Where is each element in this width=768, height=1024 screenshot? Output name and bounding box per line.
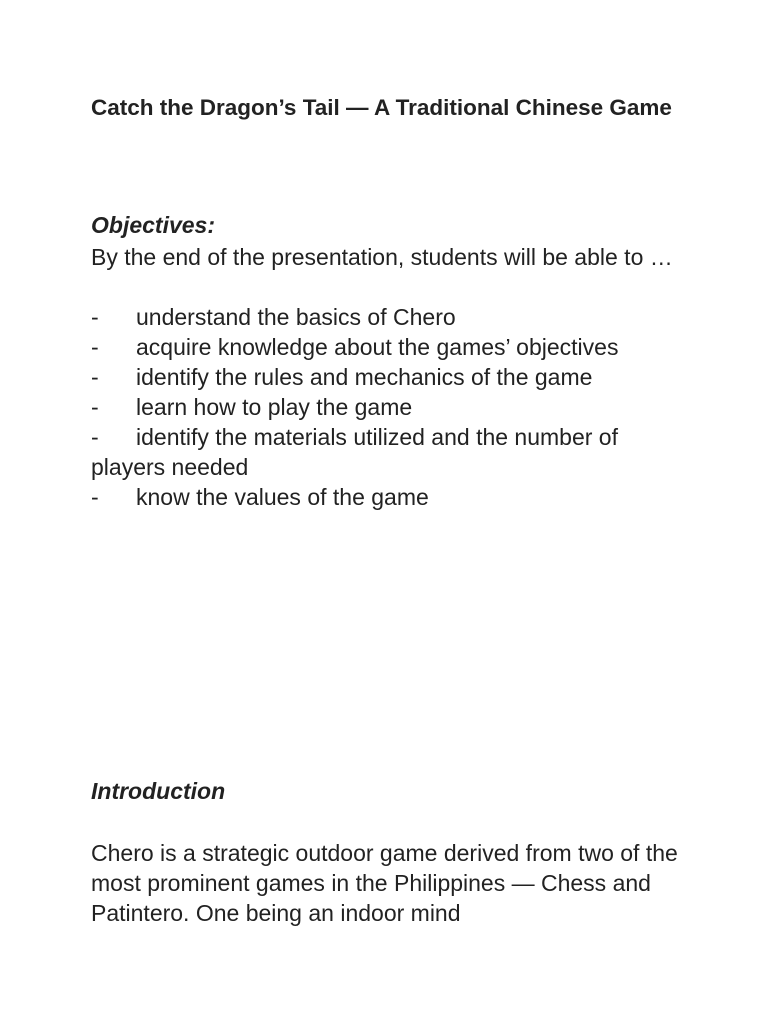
list-item (91, 362, 681, 392)
list-item-text: understand the basics of Chero (136, 304, 456, 330)
document-title: Catch the Dragon’s Tail — A Traditional Chinese Game (91, 95, 672, 120)
introduction-paragraph: Chero is a strategic outdoor game derived from two of the most prominent games in the Philippines — Chess and Patintero. One being an indoor mind (91, 840, 678, 926)
list-item-text: know the values of the game (136, 484, 429, 510)
list-item-text: acquire knowledge about the games’ objectives (136, 334, 619, 360)
introduction-heading: Introduction (91, 778, 226, 804)
bullet-dash: - (91, 364, 99, 390)
list-item-text: identify the rules and mechanics of the game (136, 364, 593, 390)
list-item (91, 302, 681, 332)
list-item (91, 422, 681, 482)
bullet-dash: - (91, 394, 99, 420)
bullet-dash: - (91, 484, 99, 510)
objectives-list (91, 302, 681, 512)
objectives-heading: Objectives: (91, 212, 215, 238)
list-item (91, 392, 681, 422)
objectives-lead: By the end of the presentation, students will be able to … (91, 244, 673, 270)
list-item-text: learn how to play the game (136, 394, 413, 420)
list-item (91, 332, 681, 362)
list-item-text: identify the materials utilized and the number of players needed (91, 424, 618, 480)
bullet-dash: - (91, 424, 99, 450)
bullet-dash: - (91, 334, 99, 360)
list-item (91, 482, 681, 512)
bullet-dash: - (91, 304, 99, 330)
